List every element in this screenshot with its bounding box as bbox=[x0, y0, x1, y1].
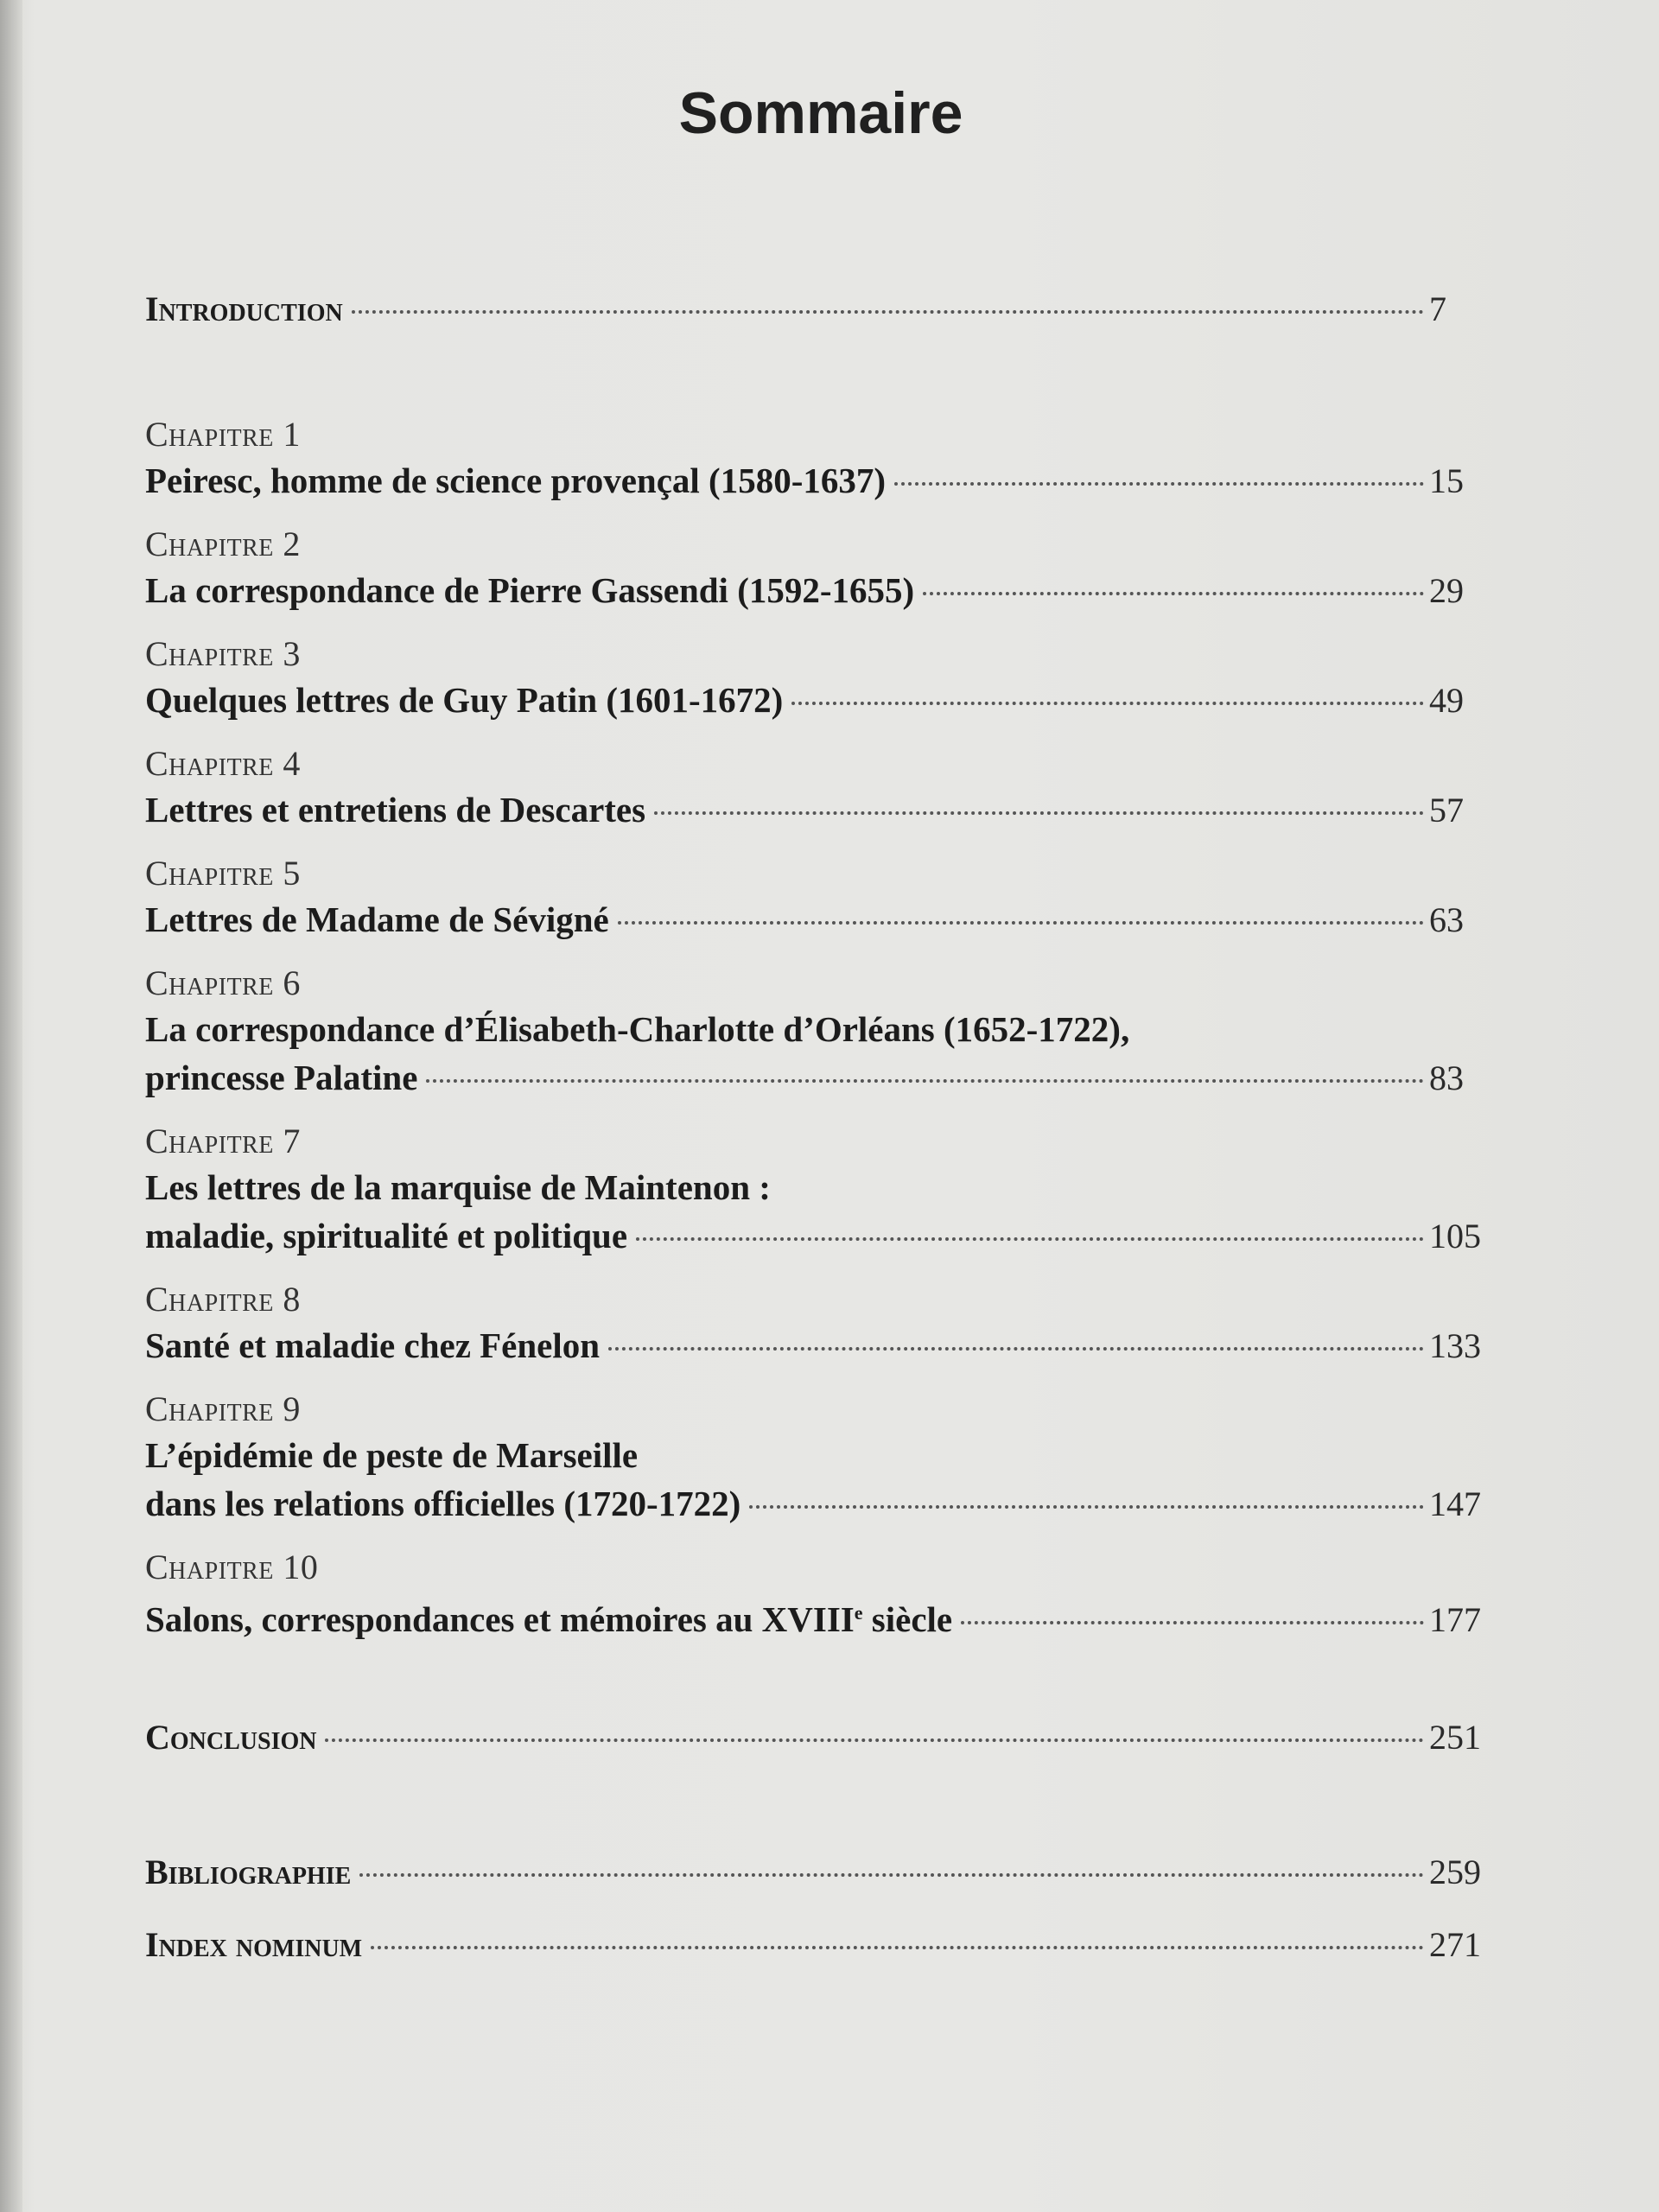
chapter-label: Chapitre 10 bbox=[145, 1548, 319, 1586]
leader-dots bbox=[749, 1505, 1424, 1509]
chapter-label: Chapitre 9 bbox=[145, 1389, 301, 1428]
chapter-label: Chapitre 2 bbox=[145, 524, 301, 563]
bibliographie-page: 259 bbox=[1429, 1853, 1481, 1891]
toc-chapter-1[interactable] bbox=[145, 413, 1493, 505]
chapter-title-line-2: princesse Palatine bbox=[145, 1058, 418, 1097]
toc-chapter-10[interactable] bbox=[145, 1546, 1493, 1644]
page-title: Sommaire bbox=[678, 80, 963, 146]
chapter-page: 177 bbox=[1429, 1600, 1481, 1639]
toc-chapter-2[interactable] bbox=[145, 523, 1493, 615]
leader-dots bbox=[923, 592, 1424, 595]
toc-chapter-5[interactable] bbox=[145, 852, 1493, 944]
leader-dots bbox=[608, 1347, 1424, 1351]
chapter-title-part-1: Salons, correspondances et mémoires au XVIII bbox=[145, 1599, 855, 1639]
leader-dots bbox=[359, 1873, 1424, 1877]
chapter-title-line-2: maladie, spiritualité et politique bbox=[145, 1216, 628, 1255]
toc-chapter-7[interactable] bbox=[145, 1120, 1493, 1261]
toc-conclusion[interactable] bbox=[145, 1713, 1493, 1762]
chapter-title-part-2: siècle bbox=[871, 1599, 953, 1639]
chapter-label: Chapitre 6 bbox=[145, 963, 301, 1002]
index-page: 271 bbox=[1429, 1925, 1481, 1964]
chapter-label: Chapitre 5 bbox=[145, 854, 301, 893]
toc-chapter-6[interactable] bbox=[145, 962, 1493, 1103]
leader-dots bbox=[636, 1237, 1424, 1241]
leader-dots bbox=[352, 310, 1424, 314]
chapter-page: 147 bbox=[1429, 1484, 1481, 1523]
conclusion-page: 251 bbox=[1429, 1718, 1481, 1757]
leader-dots bbox=[325, 1738, 1424, 1742]
chapter-page: 49 bbox=[1429, 681, 1464, 720]
toc-index-nominum[interactable] bbox=[145, 1921, 1493, 1969]
chapter-page: 57 bbox=[1429, 791, 1464, 830]
index-label: Index nominum bbox=[145, 1925, 363, 1964]
chapter-label: Chapitre 3 bbox=[145, 634, 301, 673]
leader-dots bbox=[426, 1079, 1424, 1083]
bibliographie-label: Bibliographie bbox=[145, 1853, 352, 1891]
chapter-title: Quelques lettres de Guy Patin (1601-1672) bbox=[145, 680, 784, 720]
table-of-contents bbox=[145, 285, 1493, 1969]
chapter-title: Peiresc, homme de science provençal (1580-1637) bbox=[145, 461, 886, 500]
toc-chapter-8[interactable] bbox=[145, 1278, 1493, 1370]
chapter-title-line-2: dans les relations officielles (1720-1722) bbox=[145, 1484, 741, 1523]
chapter-label: Chapitre 7 bbox=[145, 1122, 301, 1160]
introduction-label: Introduction bbox=[145, 289, 343, 328]
toc-chapter-4[interactable] bbox=[145, 742, 1493, 835]
toc-introduction[interactable] bbox=[145, 285, 1493, 334]
leader-dots bbox=[654, 811, 1424, 815]
chapter-page: 83 bbox=[1429, 1058, 1464, 1097]
chapter-page: 29 bbox=[1429, 571, 1464, 610]
chapter-title: La correspondance de Pierre Gassendi (1592-1655) bbox=[145, 570, 915, 610]
chapter-label: Chapitre 8 bbox=[145, 1280, 301, 1319]
chapter-title: Santé et maladie chez Fénelon bbox=[145, 1325, 601, 1365]
chapter-page: 105 bbox=[1429, 1217, 1481, 1255]
chapter-title-line-1: La correspondance d’Élisabeth-Charlotte d’Orléans (1652-1722), bbox=[145, 1009, 1130, 1049]
chapter-title-line-1: Les lettres de la marquise de Maintenon : bbox=[145, 1167, 771, 1207]
chapter-title bbox=[145, 1589, 952, 1643]
chapter-page: 15 bbox=[1429, 461, 1464, 500]
chapter-page: 133 bbox=[1429, 1326, 1481, 1365]
chapter-title: Lettres et entretiens de Descartes bbox=[145, 790, 646, 830]
leader-dots bbox=[371, 1946, 1424, 1949]
leader-dots bbox=[618, 921, 1424, 925]
chapter-title-line-1: L’épidémie de peste de Marseille bbox=[145, 1435, 639, 1475]
conclusion-label: Conclusion bbox=[145, 1718, 317, 1757]
chapter-label: Chapitre 4 bbox=[145, 744, 301, 783]
toc-chapter-3[interactable] bbox=[145, 632, 1493, 725]
toc-chapter-9[interactable] bbox=[145, 1388, 1493, 1529]
leader-dots bbox=[894, 482, 1424, 486]
chapter-title: Lettres de Madame de Sévigné bbox=[145, 899, 609, 939]
toc-bibliographie[interactable] bbox=[145, 1848, 1493, 1897]
superscript: e bbox=[854, 1602, 863, 1624]
chapter-label: Chapitre 1 bbox=[145, 415, 301, 454]
leader-dots bbox=[961, 1621, 1424, 1624]
chapter-page: 63 bbox=[1429, 900, 1464, 939]
introduction-page: 7 bbox=[1429, 289, 1446, 328]
leader-dots bbox=[791, 702, 1424, 705]
